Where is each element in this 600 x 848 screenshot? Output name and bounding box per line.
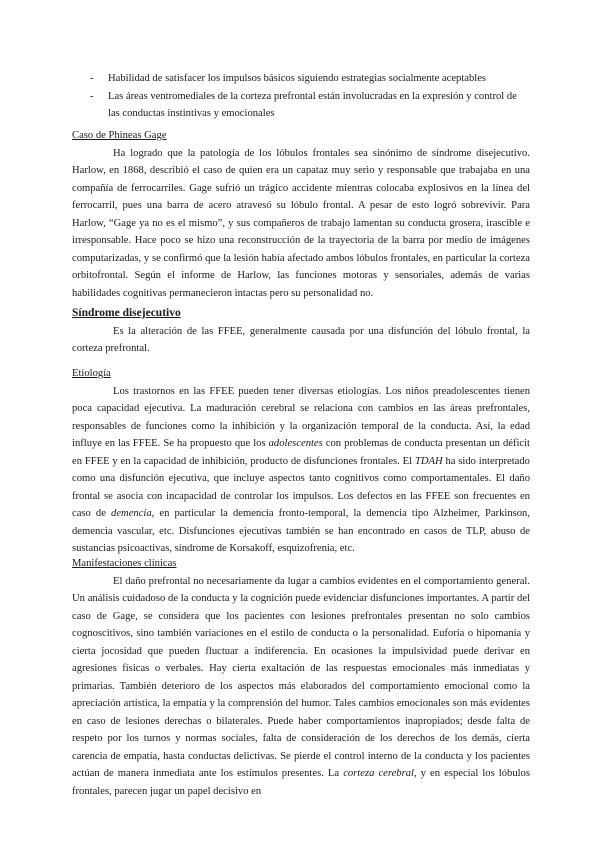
bullet-dash: - (90, 73, 94, 84)
section-etiologia (72, 365, 530, 558)
section-paragraph: Los trastornos en las FFEE pueden tener diversas etiologías. Los niños preadolescentes tienen poca capacidad ejecutiva. La maduración cerebral se relaciona con cambios en las áreas prefrontales, responsables de funciones como la inhibición y la organización temporal de la conducta. Así, la edad influye en las FFEE. Se ha propuesto que los adolescentes con problemas de conducta presentan un déficit en FFEE y en la capacidad de inhibición, producto de disfunciones frontales. El TDAH ha sido interpretado como una disfunción ejecutiva, que incluye aspectos tanto cognitivos como comportamentales. El daño frontal se asocia con incapacidad de controlar los impulsos. Los defectos en las FFEE son frecuentes en caso de demencia, en particular la demencia fronto-temporal, la demencia tipo Alzheimer, Parkinson, demencia vascular, etc. Disfunciones ejecutivas también se han encontrado en casos de TLP, abuso de sustancias psicoactivas, síndrome de Korsakoff, esquizofrenia, etc. (72, 385, 531, 554)
section-heading: Síndrome disejecutivo (72, 307, 181, 319)
section-paragraph: Ha logrado que la patología de los lóbulos frontales sea sinónimo de síndrome disejecutivo. Harlow, en 1868, describió el caso de quien era un capataz muy serio y responsable que trabajaba en una compañía de ferrocarriles. Gage sufrió un trágico accidente mientras colocaba explosivos en la línea del ferrocarril, pues una barra de acero atravesó su lóbulo frontal. A pesar de esto logró sobrevivir. Para Harlow, “Gage ya no es el mismo”, y sus compañeros de trabajo lamentan su conducta grosera, irascible e irresponsable. Hace poco se hizo una reconstrucción de la trayectoria de la barra por medio de imágenes computarizadas, y se confirmó que la lesión había afectado ambos lóbulos frontales, en particular la corteza orbitofrontal. Según el informe de Harlow, las funciones motoras y sensoriales, además de varias habilidades cognitivas permanecieron intactas pero su personalidad no. (72, 147, 530, 299)
bullet-item: - Las áreas ventromediales de la corteza prefrontal están involucradas en la expresión y control de las conductas instintivas y emocionales (90, 88, 530, 123)
section-paragraph: Es la alteración de las FFEE, generalmente causada por una disfunción del lóbulo frontal, la corteza prefrontal. (72, 325, 530, 354)
section-heading: Manifestaciones clínicas (72, 558, 177, 569)
section-heading: Caso de Phineas Gage (72, 130, 167, 141)
section-paragraph: El daño prefrontal no necesariamente da lugar a cambios evidentes en el comportamiento general. Un análisis cuidadoso de la conducta y la cognición puede evidenciar disfunciones importantes. A partir del caso de Gage, se considera que los pacientes con lesiones prefrontales presentan no solo cambios cognoscitivos, sino también variaciones en el estilo de conducta o la personalidad. Euforia o hipomanía y cierta jocosidad que pueden fluctuar a indiferencia. En ocasiones la impulsividad puede derivar en agresiones físicas o verbales. Hay cierta exaltación de las respuestas emocionales más inmediatas y primarias. También deterioro de los aspectos más elaborados del comportamiento emocional como la apreciación artística, la empatía y la comprensión del humor. Tales cambios emocionales son más evidentes en caso de lesiones derechas o bilaterales. Puede haber comportamientos inapropiados; desde falta de respeto por los turnos y normas sociales, falta de consideración de los derechos de los demás, cierta carencia de empatía, hasta conductas delictivas. Se pierde el control interno de la conducta y los pacientes actúan de manera inmediata ante los estímulos presentes. La corteza cerebral, y en especial los lóbulos frontales, parecen jugar un papel decisivo en (72, 575, 530, 797)
section-sindrome-disejecutivo (72, 305, 530, 358)
bullet-item: - Habilidad de satisfacer los impulsos básicos siguiendo estrategias socialmente aceptables (90, 70, 530, 88)
section-phineas-gage (72, 127, 530, 302)
section-manifestaciones-clinicas (72, 555, 530, 800)
section-heading: Etiología (72, 368, 111, 379)
bullet-dash: - (90, 90, 94, 102)
bullet-list (90, 70, 530, 123)
